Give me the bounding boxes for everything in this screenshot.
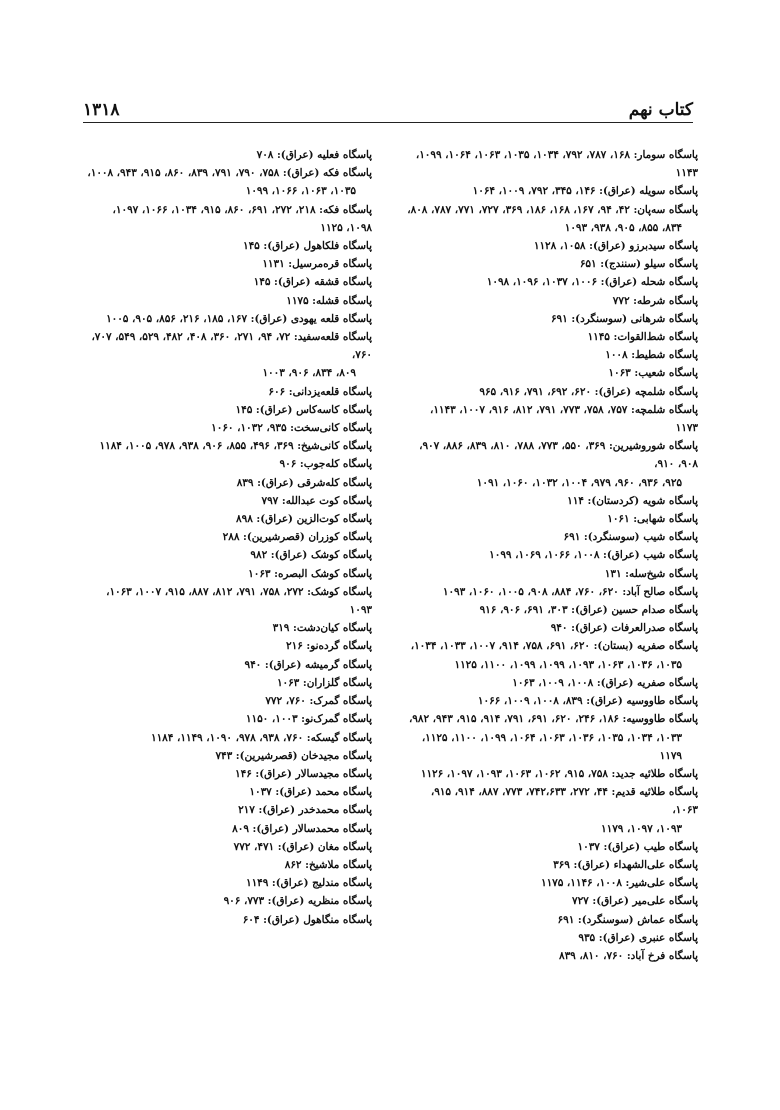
index-column-right bbox=[406, 146, 698, 965]
index-entry bbox=[406, 637, 698, 673]
index-entry bbox=[406, 583, 698, 601]
index-entry-line: پاسگاه قلعه‌یزدانی: ۶۰۶ bbox=[268, 385, 372, 398]
index-entry bbox=[406, 437, 698, 492]
index-entry-line: پاسگاه محمدخدر (عراق): ۲۱۷ bbox=[238, 804, 372, 817]
index-entry-continuation: ۸۰۹، ۸۳۴، ۹۰۶، ۱۰۰۳ bbox=[262, 367, 356, 380]
index-entry-line: پاسگاه گمرک: ۷۶۰، ۷۷۲ bbox=[265, 695, 372, 708]
header-rule bbox=[83, 122, 693, 123]
index-entry-line: پاسگاه عنبری (عراق): ۹۳۵ bbox=[578, 931, 698, 944]
index-entry bbox=[86, 892, 372, 910]
index-entry bbox=[86, 401, 372, 419]
index-entry bbox=[406, 146, 698, 182]
index-entry-continuation: ۱۰۳۵، ۱۰۳۶، ۱۰۶۳، ۱۰۹۳، ۱۰۹۹، ۱۰۹۹، ۱۱۰۰، ۱۱۲۵ bbox=[454, 658, 682, 671]
index-entry bbox=[86, 747, 372, 765]
index-entry-line: پاسگاه کوت عبدالله: ۷۹۷ bbox=[261, 494, 372, 507]
index-entry bbox=[86, 674, 372, 692]
index-entry-continuation: ۹۲۵، ۹۳۶، ۹۶۰، ۹۷۹، ۱۰۰۴، ۱۰۳۲، ۱۰۶۰، ۱۰۹۱ bbox=[476, 476, 682, 489]
index-entry-line: پاسگاه محمدسالار (عراق): ۸۰۹ bbox=[232, 822, 372, 835]
index-entry-line: پاسگاه گرده‌نو: ۲۱۶ bbox=[286, 640, 372, 653]
index-entry-line: پاسگاه صفریه (بستان): ۶۲۰، ۶۹۱، ۷۵۸، ۹۱۴، ۱۰۰۷، ۱۰۳۳، ۱۰۳۴، bbox=[410, 640, 698, 653]
index-entry bbox=[406, 401, 698, 437]
index-entry bbox=[406, 601, 698, 619]
index-entry bbox=[406, 710, 698, 765]
index-entry-line: پاسگاه منگاهول (عراق): ۶۰۴ bbox=[242, 913, 372, 926]
index-entry-line: پاسگاه منظریه (عراق): ۷۷۳، ۹۰۶ bbox=[223, 895, 372, 908]
index-entry bbox=[86, 255, 372, 273]
index-column-left bbox=[86, 146, 372, 929]
index-entry-line: پاسگاه صدام حسین (عراق): ۳۰۳، ۶۹۱، ۹۰۶، ۹۱۶ bbox=[479, 604, 698, 617]
index-entry bbox=[86, 492, 372, 510]
index-entry-line: پاسگاه شحله (عراق): ۱۰۰۶، ۱۰۳۷، ۱۰۹۶، ۱۰۹۸ bbox=[486, 276, 698, 289]
index-entry bbox=[406, 565, 698, 583]
index-entry bbox=[406, 546, 698, 564]
index-entry-continuation: ۱۰۳۵، ۱۰۶۳، ۱۰۶۶، ۱۰۹۹ bbox=[245, 185, 356, 198]
index-entry-continuation: ۸۳۴، ۸۵۵، ۹۰۵، ۹۳۸، ۱۰۹۳ bbox=[564, 221, 682, 234]
index-entry-line: پاسگاه طیب (عراق): ۱۰۳۷ bbox=[577, 840, 698, 853]
index-entry-line: پاسگاه طاووسیه (عراق): ۸۳۹، ۱۰۰۸، ۱۰۰۹، ۱۰۶۶ bbox=[477, 695, 698, 708]
index-entry-line: پاسگاه صالح آباد: ۶۲۰، ۷۶۰، ۸۸۴، ۹۰۸، ۱۰۰۵، ۱۰۶۰، ۱۰۹۳ bbox=[442, 585, 698, 598]
index-entry-line: پاسگاه فرخ آباد: ۷۶۰، ۸۱۰، ۸۳۹ bbox=[559, 949, 698, 962]
index-entry bbox=[406, 765, 698, 783]
index-entry bbox=[86, 820, 372, 838]
index-entry-line: پاسگاه شلمچه (عراق): ۶۲۰، ۶۹۲، ۷۹۱، ۹۱۶، ۹۶۵ bbox=[479, 385, 698, 398]
index-entry-line: پاسگاه کانی‌شیخ: ۳۶۹، ۴۹۶، ۸۵۵، ۹۰۶، ۹۳۸، ۹۷۸، ۱۰۰۵، ۱۱۸۴ bbox=[99, 440, 372, 453]
index-entry-line: پاسگاه کوشک: ۲۷۲، ۷۵۸، ۷۹۱، ۸۱۲، ۸۸۷، ۹۱۵، ۱۰۰۷، ۱۰۶۳، ۱۰۹۳ bbox=[106, 585, 372, 617]
index-entry bbox=[406, 911, 698, 929]
index-entry bbox=[406, 237, 698, 255]
index-entry bbox=[406, 492, 698, 510]
index-entry-line: پاسگاه شرهانی (سوسنگرد): ۶۹۱ bbox=[550, 312, 698, 325]
index-entry bbox=[86, 765, 372, 783]
index-entry bbox=[86, 328, 372, 383]
index-entry-line: پاسگاه مغان (عراق): ۴۷۱، ۷۷۲ bbox=[233, 840, 372, 853]
index-entry-line: پاسگاه فکه (عراق): ۷۵۸، ۷۹۰، ۷۹۱، ۸۳۹، ۸۶۰، ۹۱۵، ۹۴۳، ۱۰۰۸، bbox=[87, 167, 372, 180]
index-entry-continuation: ۱۰۳۳، ۱۰۳۴، ۱۰۳۵، ۱۰۳۶، ۱۰۶۳، ۱۰۶۴، ۱۰۹۹، ۱۱۰۰، ۱۱۲۵، ۱۱۷۹ bbox=[421, 731, 682, 762]
index-entry bbox=[86, 874, 372, 892]
index-entry bbox=[406, 364, 698, 382]
index-entry bbox=[86, 419, 372, 437]
index-entry-line: پاسگاه گلزاران: ۱۰۶۳ bbox=[276, 676, 372, 689]
index-entry bbox=[86, 856, 372, 874]
index-entry bbox=[86, 146, 372, 164]
index-entry bbox=[406, 947, 698, 965]
index-entry-line: پاسگاه سویله (عراق): ۱۴۶، ۳۴۵، ۷۹۲، ۱۰۰۹، ۱۰۶۴ bbox=[472, 185, 698, 198]
index-entry-line: پاسگاه کوت‌الزین (عراق): ۸۹۸ bbox=[236, 513, 372, 526]
index-entry-line: پاسگاه کیان‌دشت: ۳۱۹ bbox=[272, 622, 372, 635]
index-entry-line: پاسگاه کله‌شرقی (عراق): ۸۳۹ bbox=[236, 476, 372, 489]
index-entry-line: پاسگاه طاووسیه: ۱۸۶، ۲۴۶، ۶۲۰، ۶۹۱، ۷۹۱، ۹۱۴، ۹۱۵، ۹۴۳، ۹۸۲، bbox=[408, 713, 698, 726]
index-entry-line: پاسگاه سه‌پان: ۴۲، ۹۴، ۱۶۷، ۱۶۸، ۱۸۶، ۳۶۹، ۷۲۷، ۷۷۱، ۷۸۷، ۸۰۸، bbox=[407, 203, 698, 216]
index-entry bbox=[406, 182, 698, 200]
index-entry bbox=[406, 929, 698, 947]
index-entry bbox=[406, 692, 698, 710]
index-entry-line: پاسگاه گیسکه: ۷۶۰، ۹۳۸، ۹۷۸، ۱۰۹۰، ۱۱۴۹، ۱۱۸۴ bbox=[151, 731, 372, 744]
index-entry bbox=[406, 328, 698, 346]
index-entry bbox=[86, 474, 372, 492]
index-entry-continuation: ۱۰۹۳، ۱۰۹۷، ۱۱۷۹ bbox=[601, 822, 682, 835]
index-entry bbox=[406, 201, 698, 237]
index-entry-line: پاسگاه شطیط: ۱۰۰۸ bbox=[605, 349, 698, 362]
index-entry bbox=[406, 838, 698, 856]
index-entry bbox=[406, 510, 698, 528]
index-entry-line: پاسگاه صفریه (عراق): ۱۰۰۸، ۱۰۰۹، ۱۰۶۳ bbox=[512, 676, 698, 689]
index-entry-line: پاسگاه فعلیه (عراق): ۷۰۸ bbox=[256, 149, 372, 161]
index-entry-line: پاسگاه فلکاهول (عراق): ۱۴۵ bbox=[243, 240, 372, 253]
index-entry bbox=[86, 201, 372, 237]
index-entry bbox=[86, 583, 372, 619]
index-entry-line: پاسگاه فکه: ۲۱۸، ۲۷۲، ۶۹۱، ۸۶۰، ۹۱۵، ۱۰۳۴، ۱۰۶۶، ۱۰۹۷، ۱۰۹۸، ۱۱۲۵ bbox=[112, 203, 372, 234]
index-entry-line: پاسگاه شهابی: ۱۰۶۱ bbox=[607, 513, 698, 526]
index-entry-line: پاسگاه کله‌جوب: ۹۰۶ bbox=[279, 458, 372, 471]
index-entry bbox=[86, 510, 372, 528]
index-entry-line: پاسگاه مجیدخان (قصرشیرین): ۷۴۳ bbox=[215, 749, 372, 762]
index-entry-line: پاسگاه علی‌شیر: ۱۰۰۸، ۱۱۴۶، ۱۱۷۵ bbox=[540, 877, 698, 890]
index-entry bbox=[406, 783, 698, 838]
index-entry-line: پاسگاه علی‌میر (عراق): ۷۲۷ bbox=[572, 895, 698, 908]
index-entry bbox=[86, 164, 372, 200]
index-entry bbox=[86, 237, 372, 255]
index-entry bbox=[86, 292, 372, 310]
index-entry bbox=[86, 838, 372, 856]
index-entry bbox=[86, 801, 372, 819]
index-entry-line: پاسگاه شیب (سوسنگرد): ۶۹۱ bbox=[563, 531, 698, 544]
index-entry bbox=[86, 310, 372, 328]
index-entry-line: پاسگاه قلعه‌سفید: ۷۲، ۹۴، ۲۷۱، ۳۶۰، ۴۰۸، ۴۸۲، ۵۲۹، ۵۴۹، ۷۰۷، ۷۶۰، bbox=[91, 331, 372, 362]
index-entry bbox=[406, 874, 698, 892]
index-entry-line: پاسگاه کوزران (قصرشیرین): ۲۸۸ bbox=[222, 531, 372, 544]
index-entry-line: پاسگاه قره‌مرسیل: ۱۱۳۱ bbox=[262, 258, 372, 271]
index-entry-line: پاسگاه ملاشیخ: ۸۶۲ bbox=[284, 858, 372, 871]
index-entry-line: پاسگاه کانی‌سخت: ۹۳۵، ۱۰۳۲، ۱۰۶۰ bbox=[211, 422, 372, 435]
index-entry-line: پاسگاه گمرک‌نو: ۱۰۰۳، ۱۱۵۰ bbox=[245, 713, 372, 726]
index-entry bbox=[406, 273, 698, 291]
index-entry bbox=[406, 383, 698, 401]
index-entry-line: پاسگاه شویه (کردستان): ۱۱۴ bbox=[567, 494, 698, 507]
index-entry bbox=[86, 619, 372, 637]
index-entry-line: پاسگاه عماش (سوسنگرد): ۶۹۱ bbox=[557, 913, 698, 926]
index-entry-line: پاسگاه قشله: ۱۱۷۵ bbox=[286, 294, 372, 307]
index-entry-line: پاسگاه سیلو (سنندج): ۶۵۱ bbox=[579, 258, 698, 271]
index-entry bbox=[406, 892, 698, 910]
index-entry bbox=[406, 346, 698, 364]
index-entry-line: پاسگاه سومار: ۱۶۸، ۷۸۷، ۷۹۲، ۱۰۳۴، ۱۰۳۵، ۱۰۶۳، ۱۰۶۴، ۱۰۹۹، ۱۱۴۳ bbox=[415, 149, 698, 180]
index-entry bbox=[406, 674, 698, 692]
index-entry-line: پاسگاه کوشک (عراق): ۹۸۲ bbox=[250, 549, 372, 562]
index-entry-line: پاسگاه علی‌الشهداء (عراق): ۳۶۹ bbox=[553, 858, 698, 871]
index-entry-line: پاسگاه شرطه: ۷۷۲ bbox=[612, 294, 698, 307]
page-header bbox=[83, 88, 693, 120]
index-entry-line: پاسگاه گرمیشه (عراق): ۹۴۰ bbox=[244, 658, 372, 671]
index-entry bbox=[406, 619, 698, 637]
index-entry bbox=[86, 710, 372, 728]
index-entry bbox=[86, 455, 372, 473]
index-entry-line: پاسگاه سیدبرزو (عراق): ۱۰۵۸، ۱۱۲۸ bbox=[533, 240, 698, 253]
index-entry bbox=[86, 729, 372, 747]
index-entry-line: پاسگاه کاسه‌کاس (عراق): ۱۴۵ bbox=[235, 403, 372, 416]
index-entry-line: پاسگاه قشقه (عراق): ۱۴۵ bbox=[253, 276, 372, 289]
index-entry bbox=[406, 310, 698, 328]
index-entry bbox=[86, 437, 372, 455]
index-entry bbox=[86, 637, 372, 655]
index-entry-line: پاسگاه کوشک البصره: ۱۰۶۳ bbox=[248, 567, 372, 580]
index-entry bbox=[406, 856, 698, 874]
index-entry-line: پاسگاه شلمچه: ۷۵۷، ۷۵۸، ۷۷۳، ۷۹۱، ۸۱۲، ۹۱۶، ۱۰۰۷، ۱۱۴۳، ۱۱۷۳ bbox=[429, 403, 698, 435]
index-entry-line: پاسگاه محمد (عراق): ۱۰۳۷ bbox=[249, 786, 372, 799]
index-entry-line: پاسگاه شیب (عراق): ۱۰۰۸، ۱۰۶۶، ۱۰۶۹، ۱۰۹۹ bbox=[489, 549, 698, 562]
index-entry-line: پاسگاه قلعه یهودی (عراق): ۱۶۷، ۱۸۵، ۲۱۶، ۸۵۶، ۹۰۵، ۱۰۰۵ bbox=[106, 312, 372, 325]
index-entry bbox=[86, 911, 372, 929]
index-entry bbox=[86, 528, 372, 546]
index-entry bbox=[86, 692, 372, 710]
index-entry bbox=[86, 546, 372, 564]
index-entry-line: پاسگاه طلائیه قدیم: ۴۴، ۲۷۲، ۷۴۲،۶۳۳، ۷۷۳، ۸۸۷، ۹۱۴، ۹۱۵، ۱۰۶۳، bbox=[430, 786, 698, 817]
index-entry bbox=[86, 783, 372, 801]
index-entry bbox=[86, 656, 372, 674]
index-entry-line: پاسگاه طلائیه جدید: ۷۵۸، ۹۱۵، ۱۰۶۲، ۱۰۶۳، ۱۰۹۳، ۱۰۹۷، ۱۱۲۶ bbox=[420, 767, 698, 780]
index-entry-line: پاسگاه شعیب: ۱۰۶۳ bbox=[608, 367, 698, 380]
index-entry-line: پاسگاه مندلیج (عراق): ۱۱۴۹ bbox=[245, 877, 372, 890]
index-entry bbox=[406, 255, 698, 273]
index-entry bbox=[406, 292, 698, 310]
index-entry bbox=[86, 565, 372, 583]
index-entry bbox=[86, 383, 372, 401]
index-entry bbox=[86, 273, 372, 291]
index-entry-line: پاسگاه مجیدسالار (عراق): ۱۴۶ bbox=[235, 767, 372, 780]
index-entry bbox=[406, 528, 698, 546]
book-title: کتاب نهم bbox=[628, 100, 693, 120]
index-entry-line: پاسگاه شوروشیرین: ۳۶۹، ۵۵۰، ۷۷۳، ۷۸۸، ۸۱۰، ۸۳۹، ۸۸۶، ۹۰۷، ۹۰۸، ۹۱۰، bbox=[419, 440, 698, 471]
index-entry-line: پاسگاه شیخ‌سله: ۱۳۱ bbox=[604, 567, 698, 580]
page-number: ۱۳۱۸ bbox=[83, 100, 120, 120]
index-entry-line: پاسگاه صدرالعرفات (عراق): ۹۴۰ bbox=[550, 622, 698, 635]
index-entry-line: پاسگاه شط‌القوات: ۱۱۴۵ bbox=[587, 331, 698, 344]
